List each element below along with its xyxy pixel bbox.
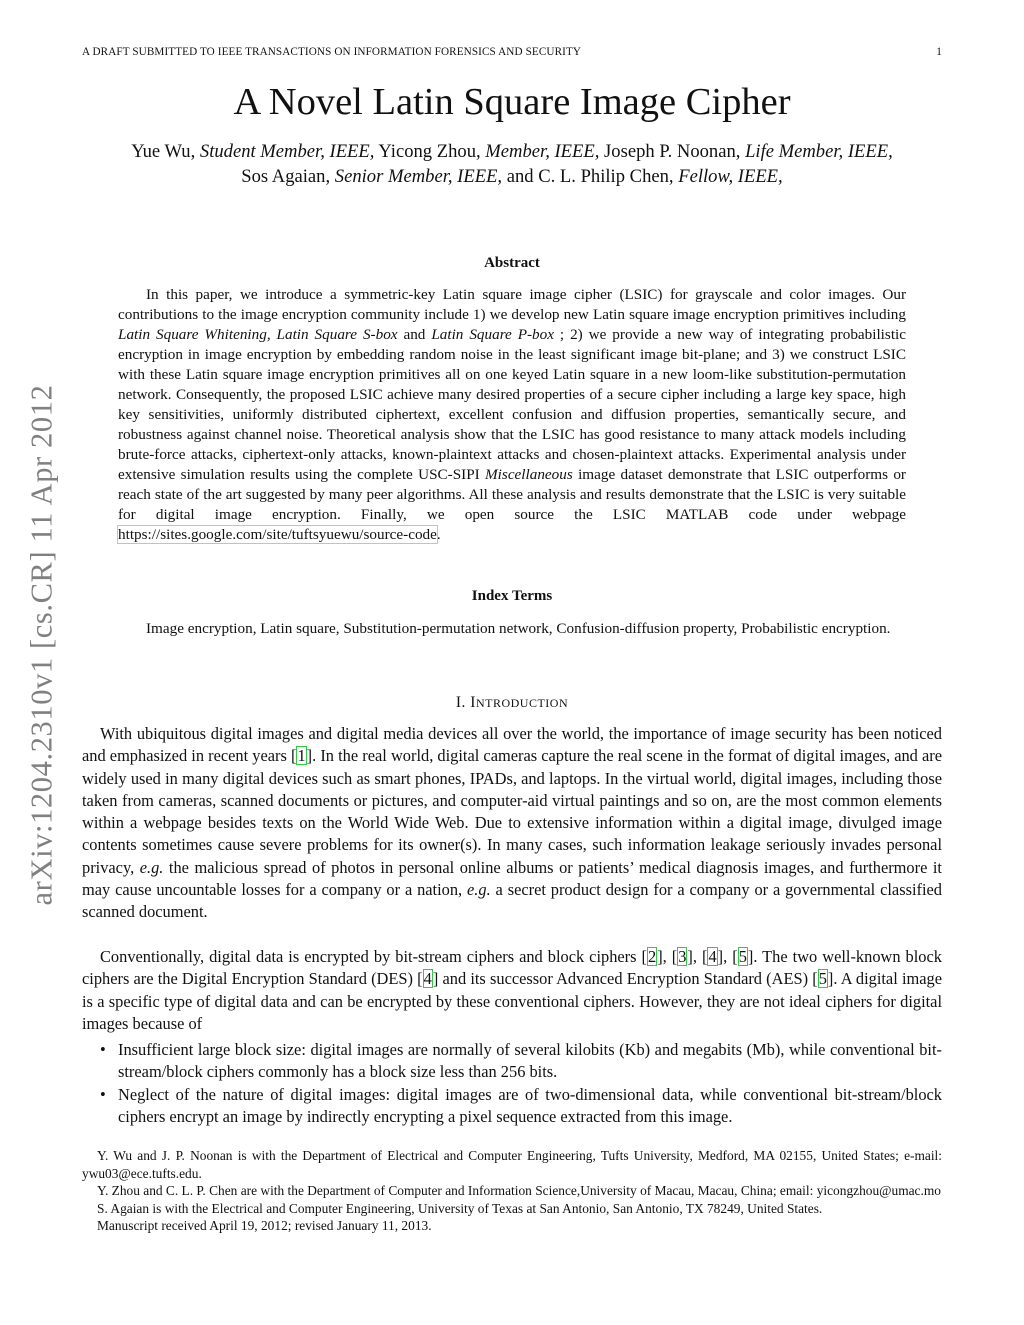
footnotes <box>82 1147 942 1235</box>
text-run: Sos Agaian, <box>241 165 335 187</box>
text-run: Joseph P. Noonan, <box>599 141 746 162</box>
text-run: ]. The two well-known block ciphers are the Digital Encryption Standard (DES) [ <box>82 947 942 989</box>
italic-text: Fellow, IEEE, <box>678 165 783 187</box>
text-run: Yicong Zhou, <box>374 141 486 162</box>
bullet-icon: • <box>100 1040 106 1059</box>
italic-text: Life Member, IEEE, <box>745 141 893 162</box>
text-run: image dataset demonstrate that LSIC outperforms or reach state of the art suggested by many peer algorithms. All these analysis and results demonstrate that the LSIC is very suitable for digital image encryption. Finally, we open source the LSIC MATLAB code under webpage <box>118 466 906 523</box>
footnote: Manuscript received April 19, 2012; revised January 11, 2013. <box>97 1218 432 1234</box>
paper-title: A Novel Latin Square Image Cipher <box>233 81 791 123</box>
text-run: ; 2) we provide a new way of integrating probabilistic encryption in image encryption by embedding random noise in the least significant image bit-plane; and 3) we construct LSIC with these Latin square image encryption primitives all on one keyed Latin square in a new loom-like substitution-permutation network. Consequently, the proposed LSIC achieve many desired properties of a secure cipher including a large key space, high key sensitivities, uniformly distributed ciphertext, excellent confusion and diffusion properties, semantically secure, and robustness against channel noise. Theoretical analysis show that the LSIC has good resistance to many attack models including brute-force attacks, ciphertext-only attacks, known-plaintext attacks and chosen-plaintext attacks. Experimental analysis under extensive simulation results using the complete USC-SIPI <box>118 326 906 483</box>
citation-link[interactable]: 2 <box>647 947 657 966</box>
text-run: the malicious spread of photos in personal online albums or patients’ medical diagnosis images, and furthermore it may cause uncountable losses for a company or a nation, <box>82 857 942 900</box>
text-run: In this paper, we introduce a symmetric-key Latin square image cipher (LSIC) for grayscale and color images. Our contributions to the image encryption community include 1) we develop new Latin square image encryption primitives including <box>118 286 906 323</box>
italic-text: Student Member, IEEE, <box>199 141 375 162</box>
bullet-text: Neglect of the nature of digital images: digital images are of two-dimensional data, while conventional bit-stream/block ciphers encrypt an image by indirectly encrypting a pixel sequence extracted from this image. <box>118 1084 942 1126</box>
page-number: 1 <box>936 46 942 58</box>
source-code-link[interactable]: https://sites.google.com/site/tuftsyuewu/source-code <box>118 526 437 543</box>
abstract-heading: Abstract <box>484 255 540 271</box>
citation-link[interactable]: 1 <box>297 746 306 766</box>
text-run: Conventionally, digital data is encrypted by bit-stream ciphers and block ciphers [ <box>100 947 647 966</box>
footnote: Y. Zhou and C. L. P. Chen are with the Department of Computer and Information Science,University of Macau, Macau, China; email: yicongzhou@umac.mo <box>97 1183 941 1199</box>
citation-link[interactable]: 4 <box>708 947 717 966</box>
italic-text: Member, IEEE, <box>485 141 600 162</box>
bullet-icon: • <box>100 1084 106 1104</box>
text-run: a secret product design for a company or a governmental classified scanned document. <box>82 880 942 922</box>
citation-link[interactable]: 3 <box>678 947 687 966</box>
text-run: ] and its successor Advanced Encryption Standard (AES) [ <box>432 969 818 989</box>
bullet-item <box>82 1084 942 1129</box>
italic-text: Miscellaneous <box>485 466 573 483</box>
index-terms-text <box>118 619 906 639</box>
abstract-text <box>118 285 906 545</box>
citation-link[interactable]: 5 <box>738 947 747 966</box>
text-run: ], [ <box>657 947 678 966</box>
italic-text: Latin Square Whitening, Latin Square S-box <box>118 326 398 343</box>
author-line <box>60 140 964 165</box>
running-head <box>82 46 942 58</box>
italic-text: Senior Member, IEEE, <box>334 165 503 187</box>
arxiv-stamp: arXiv:1204.2310v1 [cs.CR] 11 Apr 2012 <box>24 384 59 906</box>
text-run: ], [ <box>687 947 708 966</box>
text-run: With ubiquitous digital images and digital media devices all over the world, the importance of image security has been noticed and emphasized in recent years [ <box>82 724 942 766</box>
text-run: ], [ <box>717 947 738 966</box>
italic-text: e.g. <box>139 857 164 877</box>
running-head-text: A DRAFT SUBMITTED TO IEEE TRANSACTIONS ON INFORMATION FORENSICS AND SECURITY <box>82 46 582 58</box>
bullet-item <box>82 1039 942 1084</box>
footnote: S. Agaian is with the Electrical and Computer Engineering, University of Texas at San Antonio, San Antonio, TX 78249, United States. <box>97 1200 823 1216</box>
citation-link[interactable]: 4 <box>423 969 432 989</box>
text-run: Image encryption, Latin square, Substitution-permutation network, Confusion-diffusion property, Probabilistic encryption. <box>146 620 891 637</box>
index-terms-heading: Index Terms <box>471 588 553 604</box>
section-title-rest: NTRODUCTION <box>475 696 569 710</box>
text-run: ]. In the real world, digital cameras capture the real scene in the format of digital images, and are widely used in many digital devices such as smart phones, IPADs, and laptops. In the virtual world, digital images, including those taken from cameras, scanned documents or pictures, and computer-aid virtual paintings and so on, are the most common elements within a webpage besides texts on the World Wide Web. Due to extensive information within a digital image, divulged image contents sometimes cause severe problems for its owner(s). In many cases, such information leakage seriously invades personal privacy, <box>82 746 942 877</box>
bullet-text: Insufficient large block size: digital images are normally of several kilobits (Kb) and megabits (Mb), while conventional bit-stream/block ciphers commonly has a block size less than 256 bits. <box>118 1040 942 1082</box>
footnote: Y. Wu and J. P. Noonan is with the Department of Electrical and Computer Engineering, Tufts University, Medford, MA 02155, United States; e-mail: ywu03@ece.tufts.edu. <box>82 1148 942 1181</box>
text-run: Yue Wu, <box>131 141 200 162</box>
text-run: . <box>436 526 441 543</box>
text-run: ]. A digital image is a specific type of digital data and can be encrypted by these conventional ciphers. However, they are not ideal ciphers for digital images because of <box>82 969 942 1033</box>
section-heading <box>0 694 1024 712</box>
text-run: and <box>397 326 432 343</box>
intro-paragraph-1 <box>82 723 942 924</box>
text-run: and C. L. Philip Chen, <box>502 165 679 187</box>
author-list <box>60 140 964 189</box>
italic-text: e.g. <box>467 880 491 900</box>
bullet-list <box>82 1039 942 1128</box>
citation-link[interactable]: 5 <box>818 969 827 989</box>
italic-text: Latin Square P-box <box>431 326 554 343</box>
author-line <box>60 165 964 190</box>
intro-paragraph-2 <box>82 946 942 1035</box>
section-title-initial: I <box>470 694 476 711</box>
section-number: I. <box>455 694 471 711</box>
